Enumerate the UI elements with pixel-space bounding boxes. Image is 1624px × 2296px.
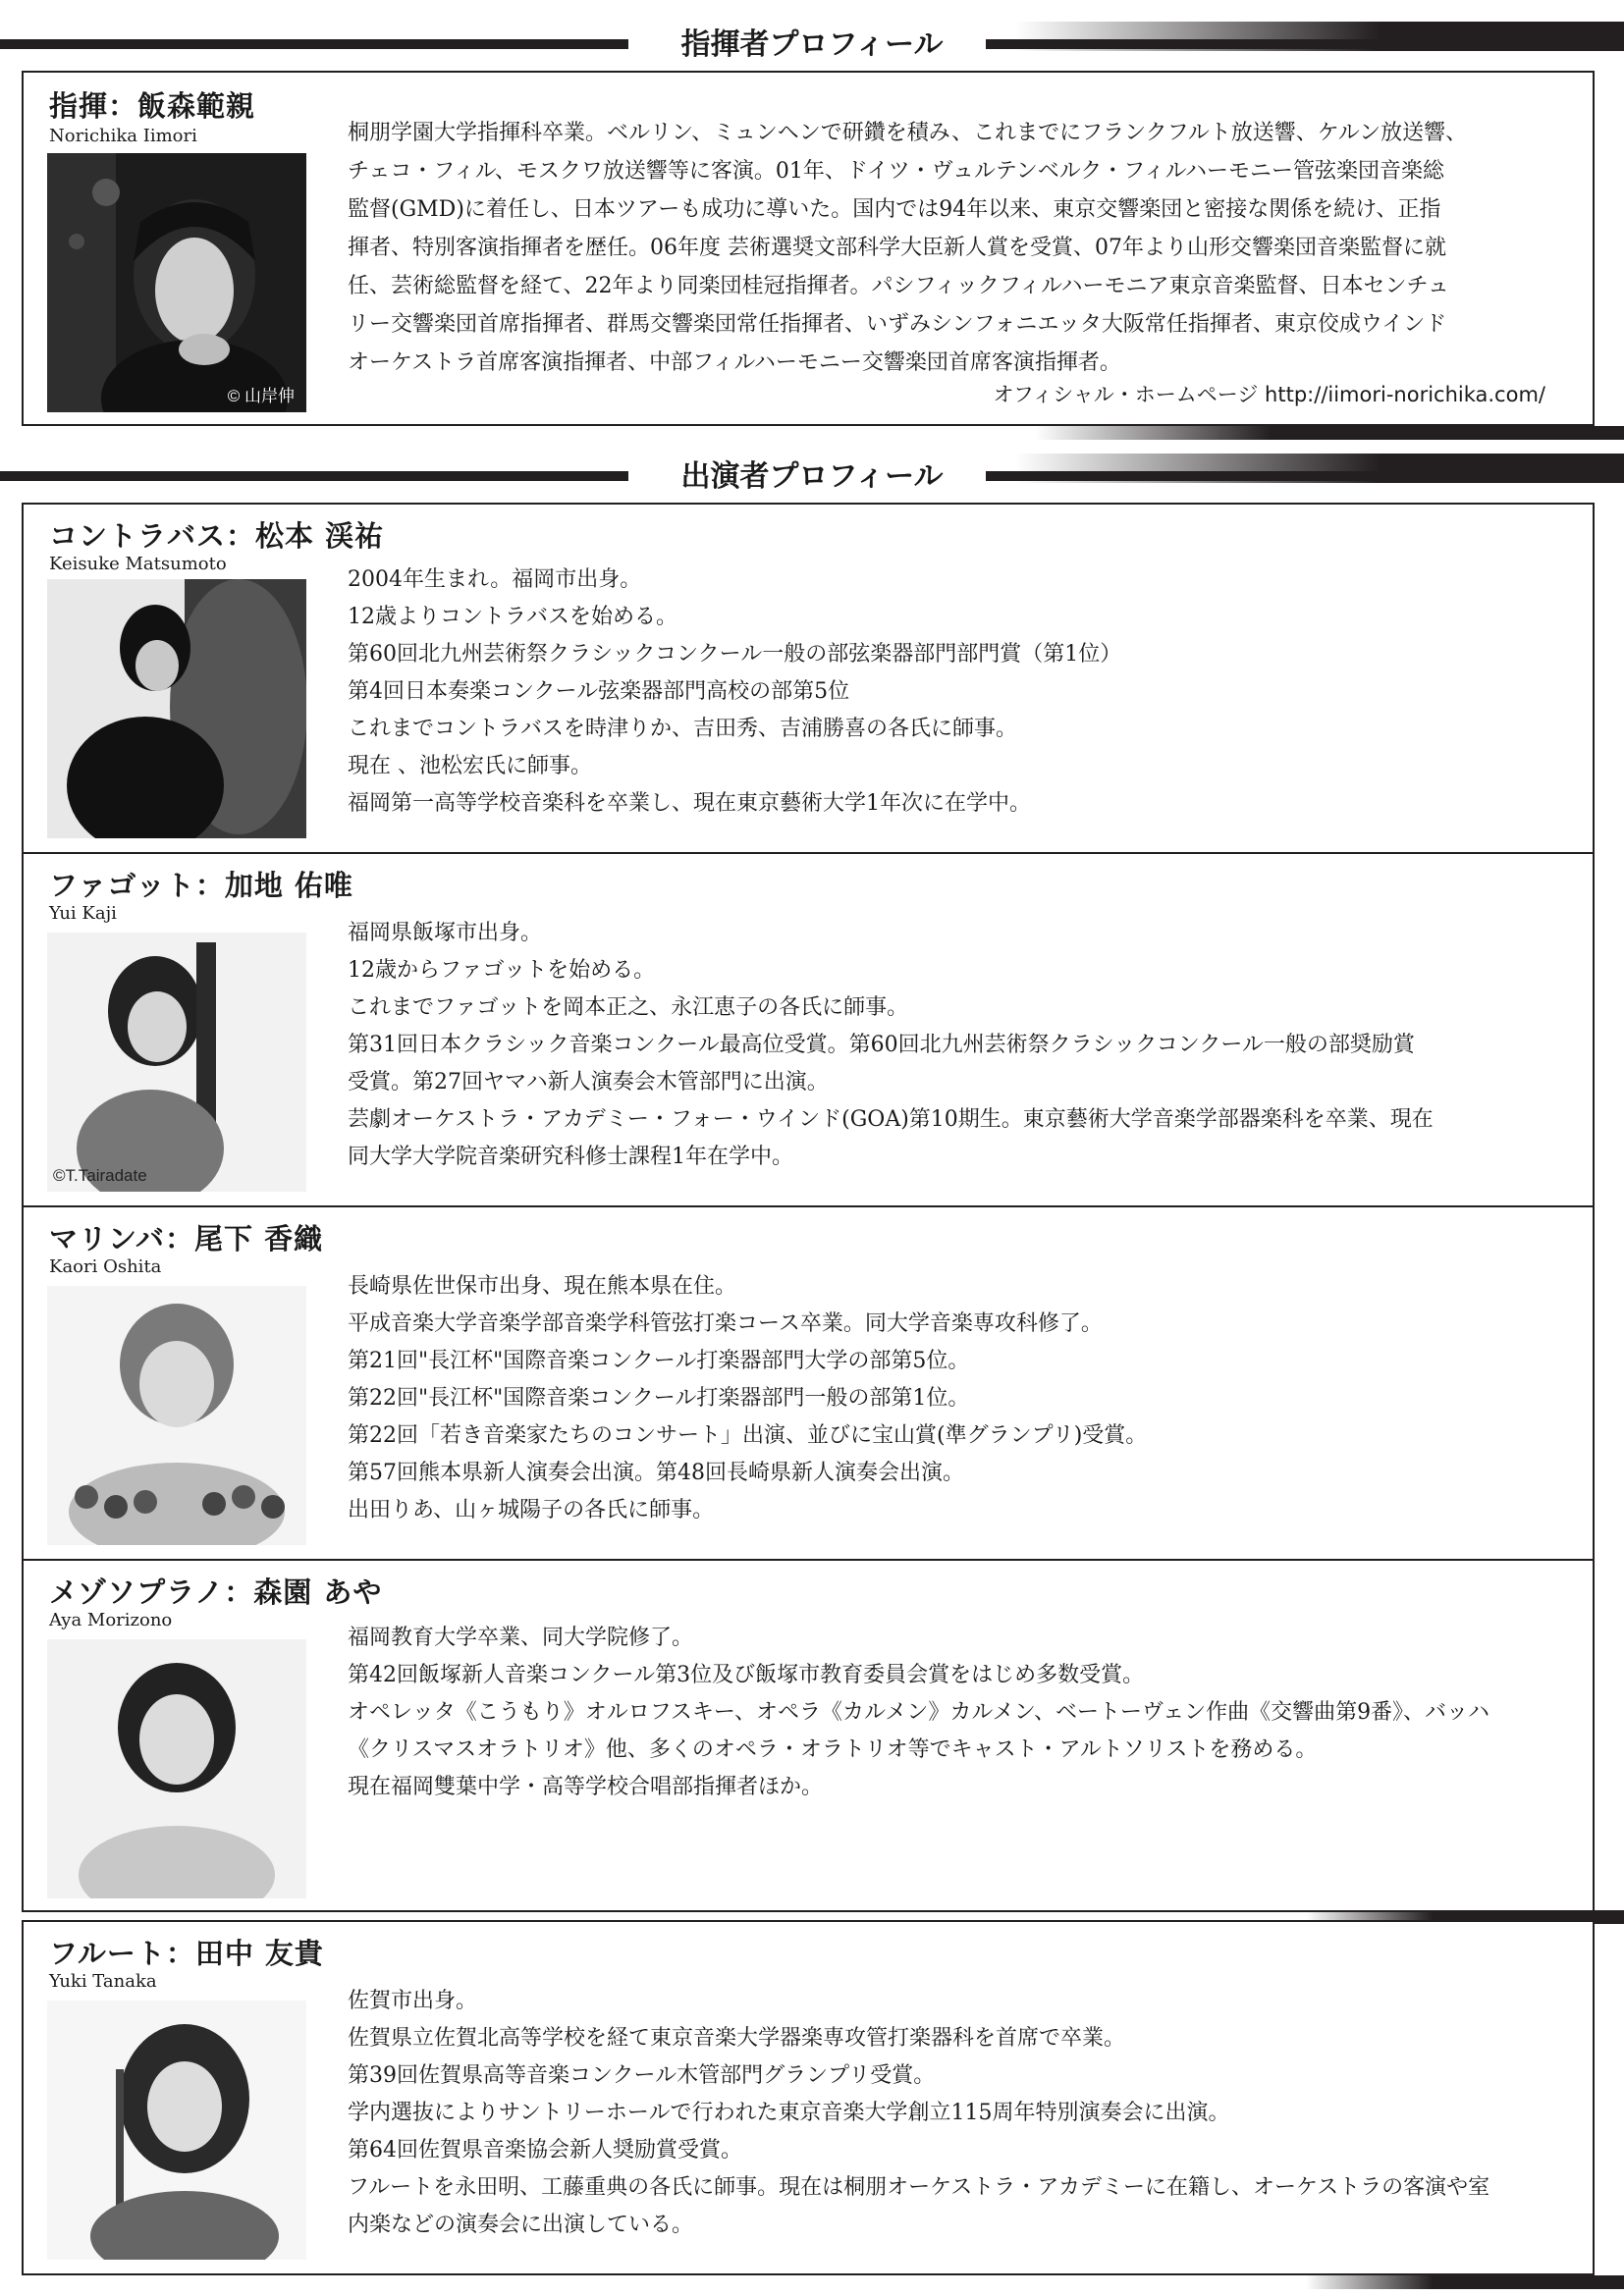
bio-line: 同大学大学院音楽研究科修士課程1年在学中。: [348, 1145, 793, 1169]
performer-name-en: Yui Kaji: [49, 903, 117, 924]
performer-photo: [47, 1286, 306, 1545]
bio-line: リー交響楽団首席指揮者、群馬交響楽団常任指揮者、いずみシンフォニエッタ大阪常任指揮者、東京佼成ウインド: [348, 312, 1447, 337]
performer-card-morizono: [22, 1559, 1595, 1912]
bio-line: 第42回飯塚新人音楽コンクール第3位及び飯塚市教育委員会賞をはじめ多数受賞。: [348, 1663, 1145, 1687]
bio-line: 第57回熊本県新人演奏会出演。第48回長崎県新人演奏会出演。: [348, 1461, 964, 1485]
performer-photo: [47, 1639, 306, 1898]
performer-photo: [47, 2001, 306, 2260]
bio-line: 12歳からファゴットを始める。: [348, 958, 656, 983]
performer-card-kaji: [22, 852, 1595, 1207]
bio-line: 第60回北九州芸術祭クラシックコンクール一般の部弦楽器部門部門賞（第1位）: [348, 642, 1122, 667]
performer-name-en: Keisuke Matsumoto: [49, 554, 227, 574]
bio-line: 福岡第一高等学校音楽科を卒業し、現在東京藝術大学1年次に在学中。: [348, 791, 1031, 816]
performer-bio: [348, 915, 1569, 1176]
conductor-bio: [348, 114, 1569, 382]
performer-photo: [47, 579, 306, 838]
bio-line: これまでファゴットを岡本正之、永江恵子の各氏に師事。: [348, 995, 909, 1020]
conductor-profile-card: [22, 71, 1595, 426]
performers-section-header: [0, 457, 1624, 497]
performer-bio: [348, 1620, 1569, 1806]
performer-photo-credit: ©T.Tairadate: [53, 1166, 147, 1185]
bio-line: 第4回日本奏楽コンクール弦楽器部門高校の部第5位: [348, 679, 850, 704]
bio-line: 揮者、特別客演指揮者を歴任。06年度 芸術選奨文部科学大臣新人賞を受賞、07年より山形交響楽団音楽監督に就: [348, 236, 1446, 260]
performer-name-jp: メゾソプラノ：森園 あや: [49, 1575, 383, 1609]
performer-name-en: Kaori Oshita: [49, 1256, 162, 1277]
conductor-name-jp: 指揮：飯森範親: [49, 89, 256, 123]
bio-line: 芸劇オーケストラ・アカデミー・フォー・ウインド(GOA)第10期生。東京藝術大学音楽学部器楽科を卒業、現在: [348, 1107, 1434, 1132]
conductor-bottom-accent: [1035, 426, 1624, 440]
performer-name-en: Yuki Tanaka: [49, 1971, 157, 1992]
bio-line: 第21回"長江杯"国際音楽コンクール打楽器部門大学の部第5位。: [348, 1349, 970, 1373]
performer-photo: [47, 933, 306, 1192]
bio-line: 《クリスマスオラトリオ》他、多くのオペラ・オラトリオ等でキャスト・アルトソリストを務める。: [348, 1737, 1318, 1762]
conductor-homepage-link[interactable]: オフィシャル・ホームページ http://iimori-norichika.com/: [993, 383, 1545, 406]
bio-line: 2004年生まれ。福岡市出身。: [348, 567, 642, 592]
bio-line: 佐賀市出身。: [348, 1989, 478, 2013]
bio-line: 学内選抜によりサントリーホールで行われた東京音楽大学創立115周年特別演奏会に出演。: [348, 2101, 1230, 2125]
performer-bio: [348, 561, 1569, 823]
bio-line: 現在 、池松宏氏に師事。: [348, 754, 592, 778]
bio-line: 出田りあ、山ヶ城陽子の各氏に師事。: [348, 1498, 715, 1522]
bio-line: フルートを永田明、工藤重典の各氏に師事。現在は桐朋オーケストラ・アカデミーに在籍し、オーケストラの客演や室: [348, 2175, 1490, 2200]
bio-line: 12歳よりコントラバスを始める。: [348, 605, 677, 629]
bio-line: 長崎県佐世保市出身、現在熊本県在住。: [348, 1274, 737, 1299]
bio-line: 福岡県飯塚市出身。: [348, 921, 543, 945]
bio-line: 平成音楽大学音楽学部音楽学科管弦打楽コース卒業。同大学音楽専攻科修了。: [348, 1311, 1103, 1336]
bio-line: 内楽などの演奏会に出演している。: [348, 2213, 694, 2237]
page-bottom-accent: [1306, 2275, 1624, 2289]
bio-line: 第31回日本クラシック音楽コンクール最高位受賞。第60回北九州芸術祭クラシックコンクール一般の部奨励賞: [348, 1033, 1415, 1057]
performer-card-matsumoto: [22, 503, 1595, 854]
bio-line: これまでコントラバスを時津りか、吉田秀、吉浦勝喜の各氏に師事。: [348, 717, 1018, 741]
conductor-name-en: Norichika Iimori: [49, 126, 197, 146]
bio-line: 第64回佐賀県音楽協会新人奨励賞受賞。: [348, 2138, 742, 2163]
bio-line: 桐朋学園大学指揮科卒業。ベルリン、ミュンヘンで研鑽を積み、これまでにフランクフルト放送響、ケルン放送響、: [348, 121, 1468, 145]
conductor-section-title: 指揮者プロフィール: [660, 27, 965, 62]
performer-bio: [348, 1268, 1569, 1529]
conductor-section-header: [0, 26, 1624, 65]
conductor-photo-credit: © 山岸伸: [227, 387, 295, 405]
performer-name-jp: コントラバス：松本 渓祐: [49, 519, 385, 553]
bio-line: 任、芸術総監督を経て、22年より同楽団桂冠指揮者。パシフィックフィルハーモニア東京音楽監督、日本センチュ: [348, 274, 1449, 298]
bio-line: 第22回「若き音楽家たちのコンサート」出演、並びに宝山賞(準グランプリ)受賞。: [348, 1423, 1148, 1448]
bio-line: 監督(GMD)に着任し、日本ツアーも成功に導いた。国内では94年以来、東京交響楽団と密接な関係を続け、正指: [348, 197, 1441, 222]
performer-name-en: Aya Morizono: [49, 1610, 173, 1630]
bio-line: チェコ・フィル、モスクワ放送響等に客演。01年、ドイツ・ヴュルテンベルク・フィルハーモニー管弦楽団音楽総: [348, 159, 1444, 184]
bio-line: 受賞。第27回ヤマハ新人演奏会木管部門に出演。: [348, 1070, 829, 1095]
performer-card-oshita: [22, 1205, 1595, 1561]
performer-bio: [348, 1983, 1569, 2244]
performer-card-tanaka: [22, 1920, 1595, 2275]
bio-line: オーケストラ首席客演指揮者、中部フィルハーモニー交響楽団首席客演指揮者。: [348, 350, 1121, 375]
bio-line: 福岡教育大学卒業、同大学院修了。: [348, 1626, 694, 1650]
performer-name-jp: ファゴット：加地 佑唯: [49, 869, 353, 902]
conductor-photo: [47, 153, 306, 412]
performers-section-title: 出演者プロフィール: [660, 459, 965, 494]
performer-name-jp: マリンバ：尾下 香織: [49, 1222, 324, 1255]
performer-name-jp: フルート：田中 友貴: [49, 1937, 324, 1970]
bio-line: 現在福岡雙葉中学・高等学校合唱部指揮者ほか。: [348, 1775, 824, 1799]
bio-line: 佐賀県立佐賀北高等学校を経て東京音楽大学器楽専攻管打楽器科を首席で卒業。: [348, 2026, 1126, 2051]
bio-line: 第39回佐賀県高等音楽コンクール木管部門グランプリ受賞。: [348, 2063, 936, 2088]
bio-line: オペレッタ《こうもり》オルロフスキー、オペラ《カルメン》カルメン、ベートーヴェン作曲《交響曲第9番》、バッハ: [348, 1700, 1490, 1725]
bio-line: 第22回"長江杯"国際音楽コンクール打楽器部門一般の部第1位。: [348, 1386, 970, 1411]
